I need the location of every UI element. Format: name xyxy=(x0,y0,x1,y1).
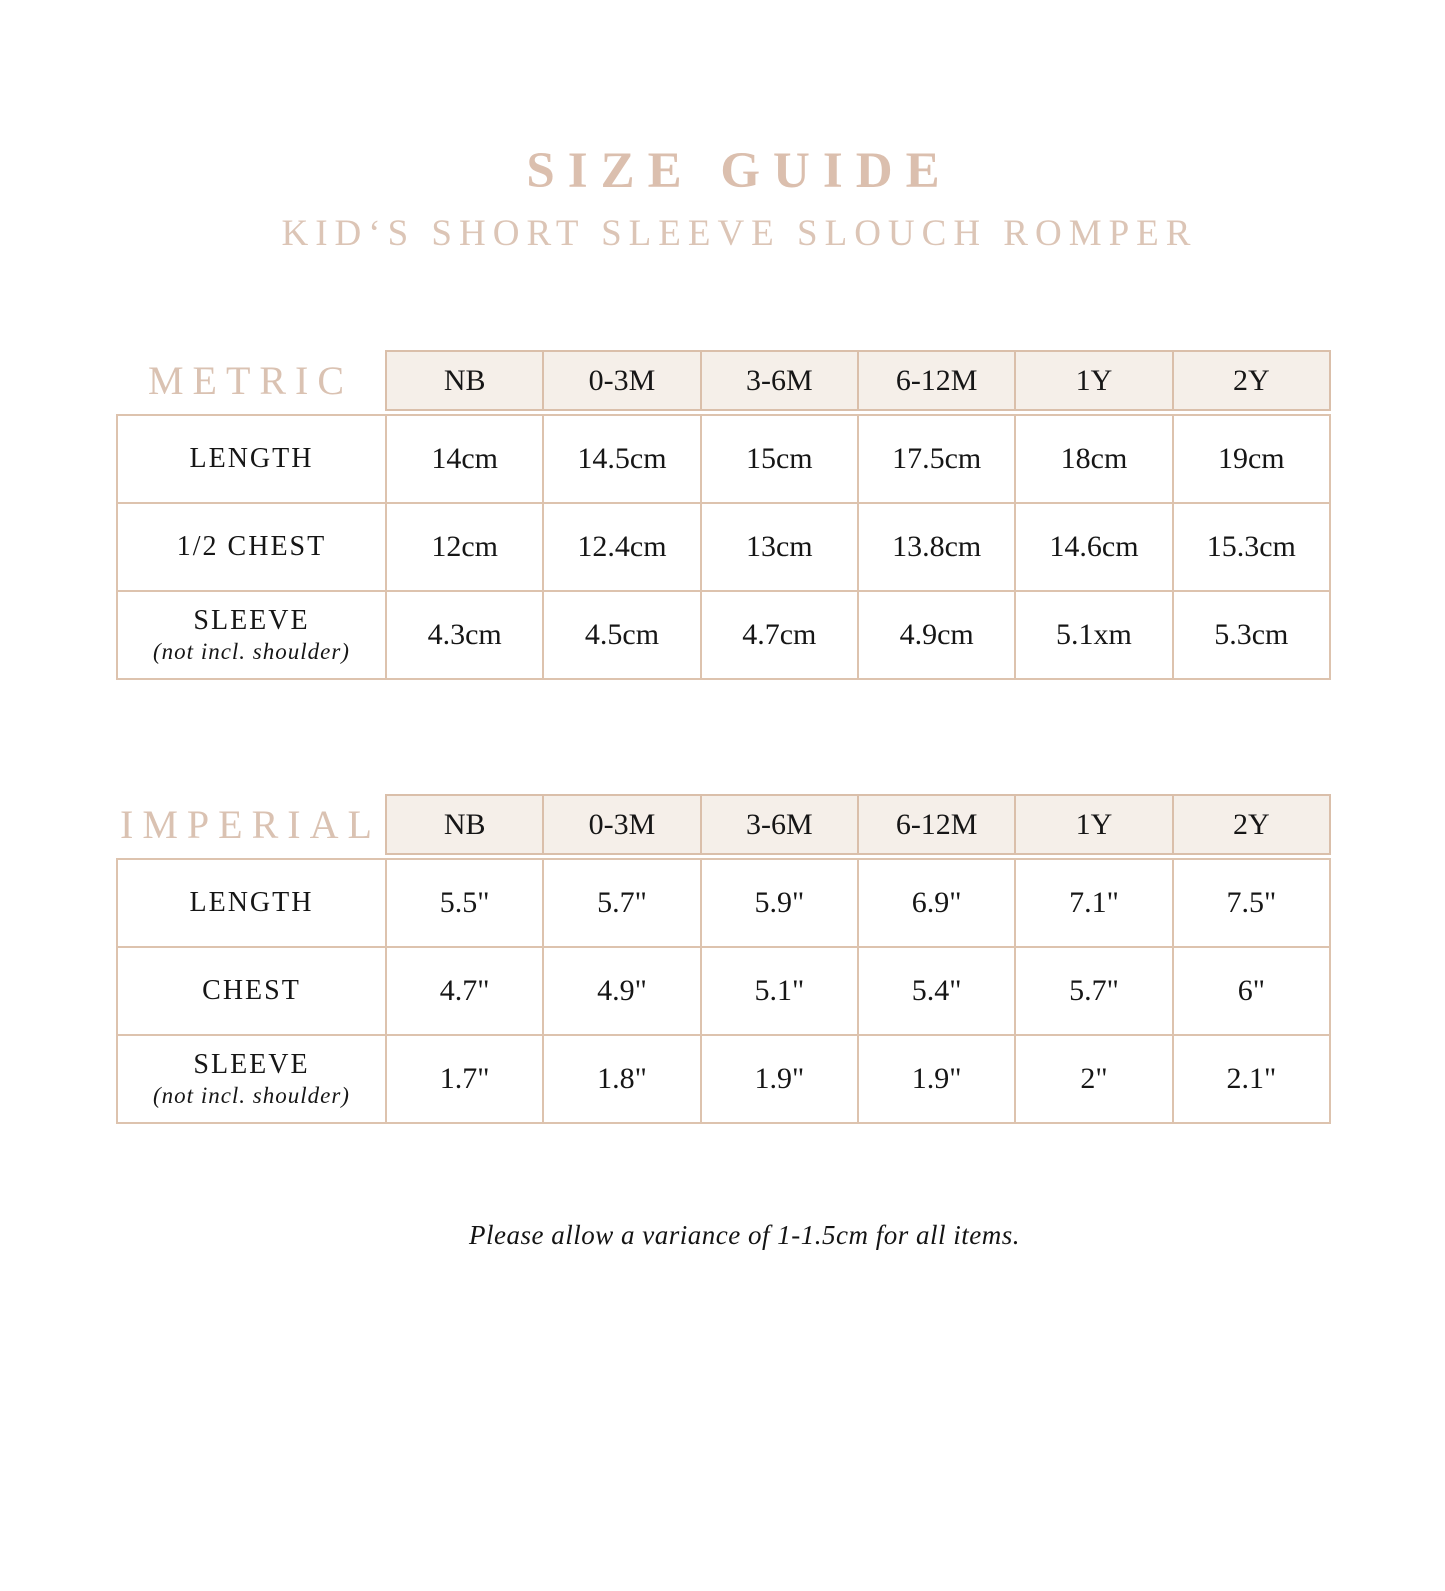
row-label-text: LENGTH xyxy=(189,443,314,474)
metric-body-table xyxy=(116,414,1331,680)
size-column-header: NB xyxy=(385,350,542,411)
table-cell: 14cm xyxy=(386,415,543,503)
table-row xyxy=(117,1035,1330,1123)
table-cell: 4.7cm xyxy=(701,591,858,679)
table-cell: 12cm xyxy=(386,503,543,591)
row-label xyxy=(117,859,386,947)
table-cell: 2.1" xyxy=(1173,1035,1330,1123)
table-cell: 5.7" xyxy=(1015,947,1172,1035)
table-cell: 5.1xm xyxy=(1015,591,1172,679)
headline-block xyxy=(0,143,1445,254)
table-cell: 1.8" xyxy=(543,1035,700,1123)
table-cell: 4.9cm xyxy=(858,591,1015,679)
row-label xyxy=(117,591,386,679)
table-cell: 17.5cm xyxy=(858,415,1015,503)
metric-size-table xyxy=(116,350,1331,680)
row-label-text: 1/2 CHEST xyxy=(176,531,327,562)
imperial-unit-cell xyxy=(116,794,385,855)
table-row xyxy=(117,415,1330,503)
table-cell: 2" xyxy=(1015,1035,1172,1123)
size-column-header: 0-3M xyxy=(542,794,699,855)
table-cell: 19cm xyxy=(1173,415,1330,503)
table-cell: 6.9" xyxy=(858,859,1015,947)
table-cell: 7.1" xyxy=(1015,859,1172,947)
table-row xyxy=(117,503,1330,591)
metric-header-row xyxy=(116,350,1331,411)
row-label xyxy=(117,947,386,1035)
table-cell: 6" xyxy=(1173,947,1330,1035)
table-cell: 13.8cm xyxy=(858,503,1015,591)
table-cell: 15.3cm xyxy=(1173,503,1330,591)
table-cell: 14.6cm xyxy=(1015,503,1172,591)
table-cell: 4.3cm xyxy=(386,591,543,679)
table-cell: 5.9" xyxy=(701,859,858,947)
size-column-header: 3-6M xyxy=(700,350,857,411)
table-cell: 5.5" xyxy=(386,859,543,947)
table-cell: 14.5cm xyxy=(543,415,700,503)
table-cell: 4.9" xyxy=(543,947,700,1035)
row-label-text: CHEST xyxy=(202,975,301,1006)
imperial-body-table xyxy=(116,858,1331,1124)
row-sublabel-text: (not incl. shoulder) xyxy=(153,1083,350,1108)
table-cell: 15cm xyxy=(701,415,858,503)
variance-note: Please allow a variance of 1-1.5cm for all items. xyxy=(469,1220,1020,1250)
table-row xyxy=(117,947,1330,1035)
table-cell: 13cm xyxy=(701,503,858,591)
table-cell: 5.3cm xyxy=(1173,591,1330,679)
table-cell: 5.1" xyxy=(701,947,858,1035)
page-subtitle: KID‘S SHORT SLEEVE SLOUCH ROMPER xyxy=(281,213,1198,254)
table-cell: 4.5cm xyxy=(543,591,700,679)
table-cell: 5.7" xyxy=(543,859,700,947)
table-cell: 5.4" xyxy=(858,947,1015,1035)
table-row xyxy=(117,859,1330,947)
size-column-header: 3-6M xyxy=(700,794,857,855)
page-title: SIZE GUIDE xyxy=(526,143,953,199)
table-cell: 12.4cm xyxy=(543,503,700,591)
imperial-size-table xyxy=(116,794,1331,1124)
size-column-header: 6-12M xyxy=(857,794,1014,855)
table-row xyxy=(117,591,1330,679)
table-cell: 7.5" xyxy=(1173,859,1330,947)
size-column-header: 6-12M xyxy=(857,350,1014,411)
row-sublabel-text: (not incl. shoulder) xyxy=(153,639,350,664)
size-column-header: NB xyxy=(385,794,542,855)
row-label xyxy=(117,415,386,503)
size-column-header: 1Y xyxy=(1014,350,1171,411)
table-cell: 4.7" xyxy=(386,947,543,1035)
size-column-header: 1Y xyxy=(1014,794,1171,855)
row-label xyxy=(117,503,386,591)
row-label-text: SLEEVE xyxy=(193,605,310,636)
metric-unit-label: METRIC xyxy=(147,358,354,403)
table-cell: 1.9" xyxy=(858,1035,1015,1123)
size-column-header: 0-3M xyxy=(542,350,699,411)
imperial-unit-label: IMPERIAL xyxy=(120,802,381,847)
row-label xyxy=(117,1035,386,1123)
table-cell: 18cm xyxy=(1015,415,1172,503)
size-guide-page xyxy=(0,143,1445,1591)
row-label-text: SLEEVE xyxy=(193,1049,310,1080)
table-cell: 1.7" xyxy=(386,1035,543,1123)
size-column-header: 2Y xyxy=(1172,350,1331,411)
row-label-text: LENGTH xyxy=(189,887,314,918)
size-column-header: 2Y xyxy=(1172,794,1331,855)
metric-unit-cell xyxy=(116,350,385,411)
table-cell: 1.9" xyxy=(701,1035,858,1123)
imperial-header-row xyxy=(116,794,1331,855)
